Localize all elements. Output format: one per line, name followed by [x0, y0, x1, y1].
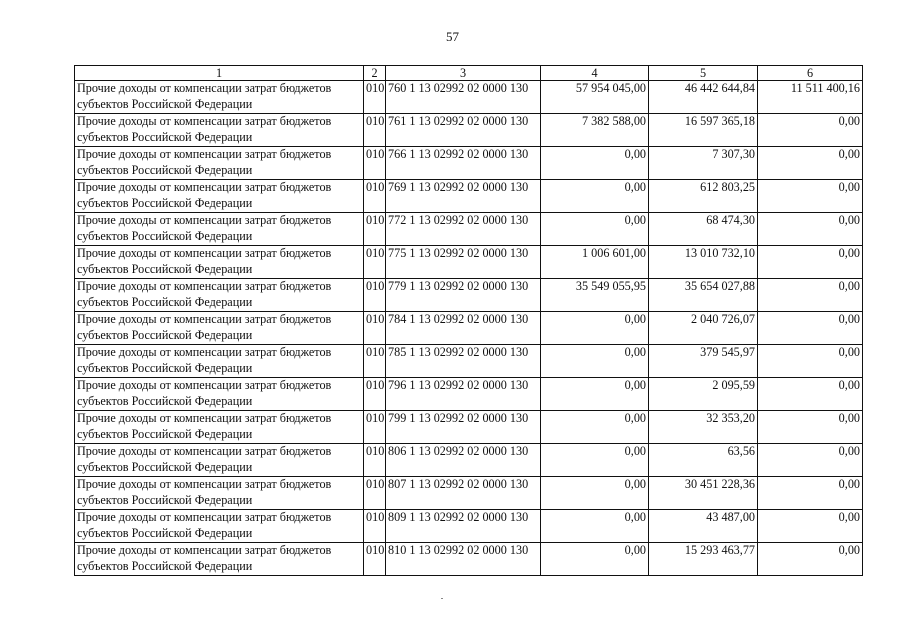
row-code-cell: 010 [364, 147, 386, 180]
row-kbk-cell: 769 1 13 02992 02 0000 130 [386, 180, 541, 213]
row-col5-value: 63,56 [649, 444, 758, 477]
table-row [75, 345, 863, 378]
row-name-cell: Прочие доходы от компенсации затрат бюджетов субъектов Российской Федерации [75, 543, 364, 576]
table-row [75, 312, 863, 345]
row-code-cell: 010 [364, 378, 386, 411]
row-name-cell: Прочие доходы от компенсации затрат бюджетов субъектов Российской Федерации [75, 246, 364, 279]
row-col6-value: 0,00 [758, 180, 863, 213]
row-col5-value: 2 040 726,07 [649, 312, 758, 345]
row-name-cell: Прочие доходы от компенсации затрат бюджетов субъектов Российской Федерации [75, 345, 364, 378]
row-col4-value: 57 954 045,00 [541, 81, 649, 114]
row-col6-value: 0,00 [758, 444, 863, 477]
row-kbk-cell: 772 1 13 02992 02 0000 130 [386, 213, 541, 246]
row-code-cell: 010 [364, 279, 386, 312]
table-row [75, 81, 863, 114]
header-row [75, 66, 863, 81]
row-col4-value: 0,00 [541, 345, 649, 378]
revenue-table [74, 65, 863, 576]
row-kbk-cell: 775 1 13 02992 02 0000 130 [386, 246, 541, 279]
row-col4-value: 1 006 601,00 [541, 246, 649, 279]
table-row [75, 147, 863, 180]
row-col4-value: 0,00 [541, 147, 649, 180]
row-name-cell: Прочие доходы от компенсации затрат бюджетов субъектов Российской Федерации [75, 477, 364, 510]
row-kbk-cell: 761 1 13 02992 02 0000 130 [386, 114, 541, 147]
table-row [75, 180, 863, 213]
row-name-cell: Прочие доходы от компенсации затрат бюджетов субъектов Российской Федерации [75, 510, 364, 543]
row-name-cell: Прочие доходы от компенсации затрат бюджетов субъектов Российской Федерации [75, 213, 364, 246]
row-kbk-cell: 760 1 13 02992 02 0000 130 [386, 81, 541, 114]
table-row [75, 510, 863, 543]
scan-artifact [441, 598, 443, 599]
row-col5-value: 2 095,59 [649, 378, 758, 411]
row-name-cell: Прочие доходы от компенсации затрат бюджетов субъектов Российской Федерации [75, 279, 364, 312]
row-code-cell: 010 [364, 312, 386, 345]
table-row [75, 477, 863, 510]
row-kbk-cell: 766 1 13 02992 02 0000 130 [386, 147, 541, 180]
row-col4-value: 7 382 588,00 [541, 114, 649, 147]
table-row [75, 378, 863, 411]
row-kbk-cell: 796 1 13 02992 02 0000 130 [386, 378, 541, 411]
row-col5-value: 30 451 228,36 [649, 477, 758, 510]
row-col6-value: 0,00 [758, 477, 863, 510]
row-col6-value: 0,00 [758, 510, 863, 543]
row-kbk-cell: 799 1 13 02992 02 0000 130 [386, 411, 541, 444]
row-col5-value: 46 442 644,84 [649, 81, 758, 114]
row-code-cell: 010 [364, 213, 386, 246]
row-code-cell: 010 [364, 246, 386, 279]
row-col4-value: 35 549 055,95 [541, 279, 649, 312]
row-col5-value: 68 474,30 [649, 213, 758, 246]
row-name-cell: Прочие доходы от компенсации затрат бюджетов субъектов Российской Федерации [75, 444, 364, 477]
row-col5-value: 16 597 365,18 [649, 114, 758, 147]
row-col5-value: 15 293 463,77 [649, 543, 758, 576]
row-col5-value: 32 353,20 [649, 411, 758, 444]
table-row [75, 279, 863, 312]
row-col4-value: 0,00 [541, 312, 649, 345]
table-row [75, 444, 863, 477]
row-kbk-cell: 809 1 13 02992 02 0000 130 [386, 510, 541, 543]
column-header-2: 2 [364, 66, 386, 81]
row-col6-value: 0,00 [758, 411, 863, 444]
row-kbk-cell: 784 1 13 02992 02 0000 130 [386, 312, 541, 345]
page-number: 57 [446, 29, 459, 44]
row-code-cell: 010 [364, 477, 386, 510]
row-col6-value: 0,00 [758, 378, 863, 411]
table-row [75, 213, 863, 246]
row-name-cell: Прочие доходы от компенсации затрат бюджетов субъектов Российской Федерации [75, 147, 364, 180]
row-col6-value: 0,00 [758, 345, 863, 378]
column-header-6: 6 [758, 66, 863, 81]
table-row [75, 246, 863, 279]
row-col5-value: 612 803,25 [649, 180, 758, 213]
row-col6-value: 0,00 [758, 246, 863, 279]
row-col4-value: 0,00 [541, 477, 649, 510]
row-col4-value: 0,00 [541, 444, 649, 477]
column-header-1: 1 [75, 66, 364, 81]
row-code-cell: 010 [364, 444, 386, 477]
column-header-5: 5 [649, 66, 758, 81]
row-col6-value: 0,00 [758, 114, 863, 147]
table-row [75, 114, 863, 147]
row-col6-value: 0,00 [758, 147, 863, 180]
row-name-cell: Прочие доходы от компенсации затрат бюджетов субъектов Российской Федерации [75, 81, 364, 114]
row-col5-value: 13 010 732,10 [649, 246, 758, 279]
row-col6-value: 0,00 [758, 213, 863, 246]
column-header-4: 4 [541, 66, 649, 81]
row-kbk-cell: 807 1 13 02992 02 0000 130 [386, 477, 541, 510]
row-kbk-cell: 785 1 13 02992 02 0000 130 [386, 345, 541, 378]
table-body [75, 81, 863, 576]
row-name-cell: Прочие доходы от компенсации затрат бюджетов субъектов Российской Федерации [75, 180, 364, 213]
row-col4-value: 0,00 [541, 213, 649, 246]
row-kbk-cell: 779 1 13 02992 02 0000 130 [386, 279, 541, 312]
row-code-cell: 010 [364, 543, 386, 576]
row-code-cell: 010 [364, 510, 386, 543]
row-col6-value: 0,00 [758, 279, 863, 312]
row-col4-value: 0,00 [541, 411, 649, 444]
row-col6-value: 0,00 [758, 312, 863, 345]
row-col4-value: 0,00 [541, 510, 649, 543]
row-col6-value: 11 511 400,16 [758, 81, 863, 114]
row-col4-value: 0,00 [541, 543, 649, 576]
row-col5-value: 43 487,00 [649, 510, 758, 543]
row-name-cell: Прочие доходы от компенсации затрат бюджетов субъектов Российской Федерации [75, 411, 364, 444]
row-col4-value: 0,00 [541, 180, 649, 213]
row-code-cell: 010 [364, 345, 386, 378]
row-col4-value: 0,00 [541, 378, 649, 411]
row-col6-value: 0,00 [758, 543, 863, 576]
row-name-cell: Прочие доходы от компенсации затрат бюджетов субъектов Российской Федерации [75, 378, 364, 411]
row-kbk-cell: 806 1 13 02992 02 0000 130 [386, 444, 541, 477]
row-code-cell: 010 [364, 180, 386, 213]
row-kbk-cell: 810 1 13 02992 02 0000 130 [386, 543, 541, 576]
row-col5-value: 7 307,30 [649, 147, 758, 180]
column-header-3: 3 [386, 66, 541, 81]
row-name-cell: Прочие доходы от компенсации затрат бюджетов субъектов Российской Федерации [75, 312, 364, 345]
row-name-cell: Прочие доходы от компенсации затрат бюджетов субъектов Российской Федерации [75, 114, 364, 147]
row-code-cell: 010 [364, 114, 386, 147]
row-col5-value: 35 654 027,88 [649, 279, 758, 312]
row-code-cell: 010 [364, 411, 386, 444]
row-code-cell: 010 [364, 81, 386, 114]
table-row [75, 411, 863, 444]
row-col5-value: 379 545,97 [649, 345, 758, 378]
table-row [75, 543, 863, 576]
